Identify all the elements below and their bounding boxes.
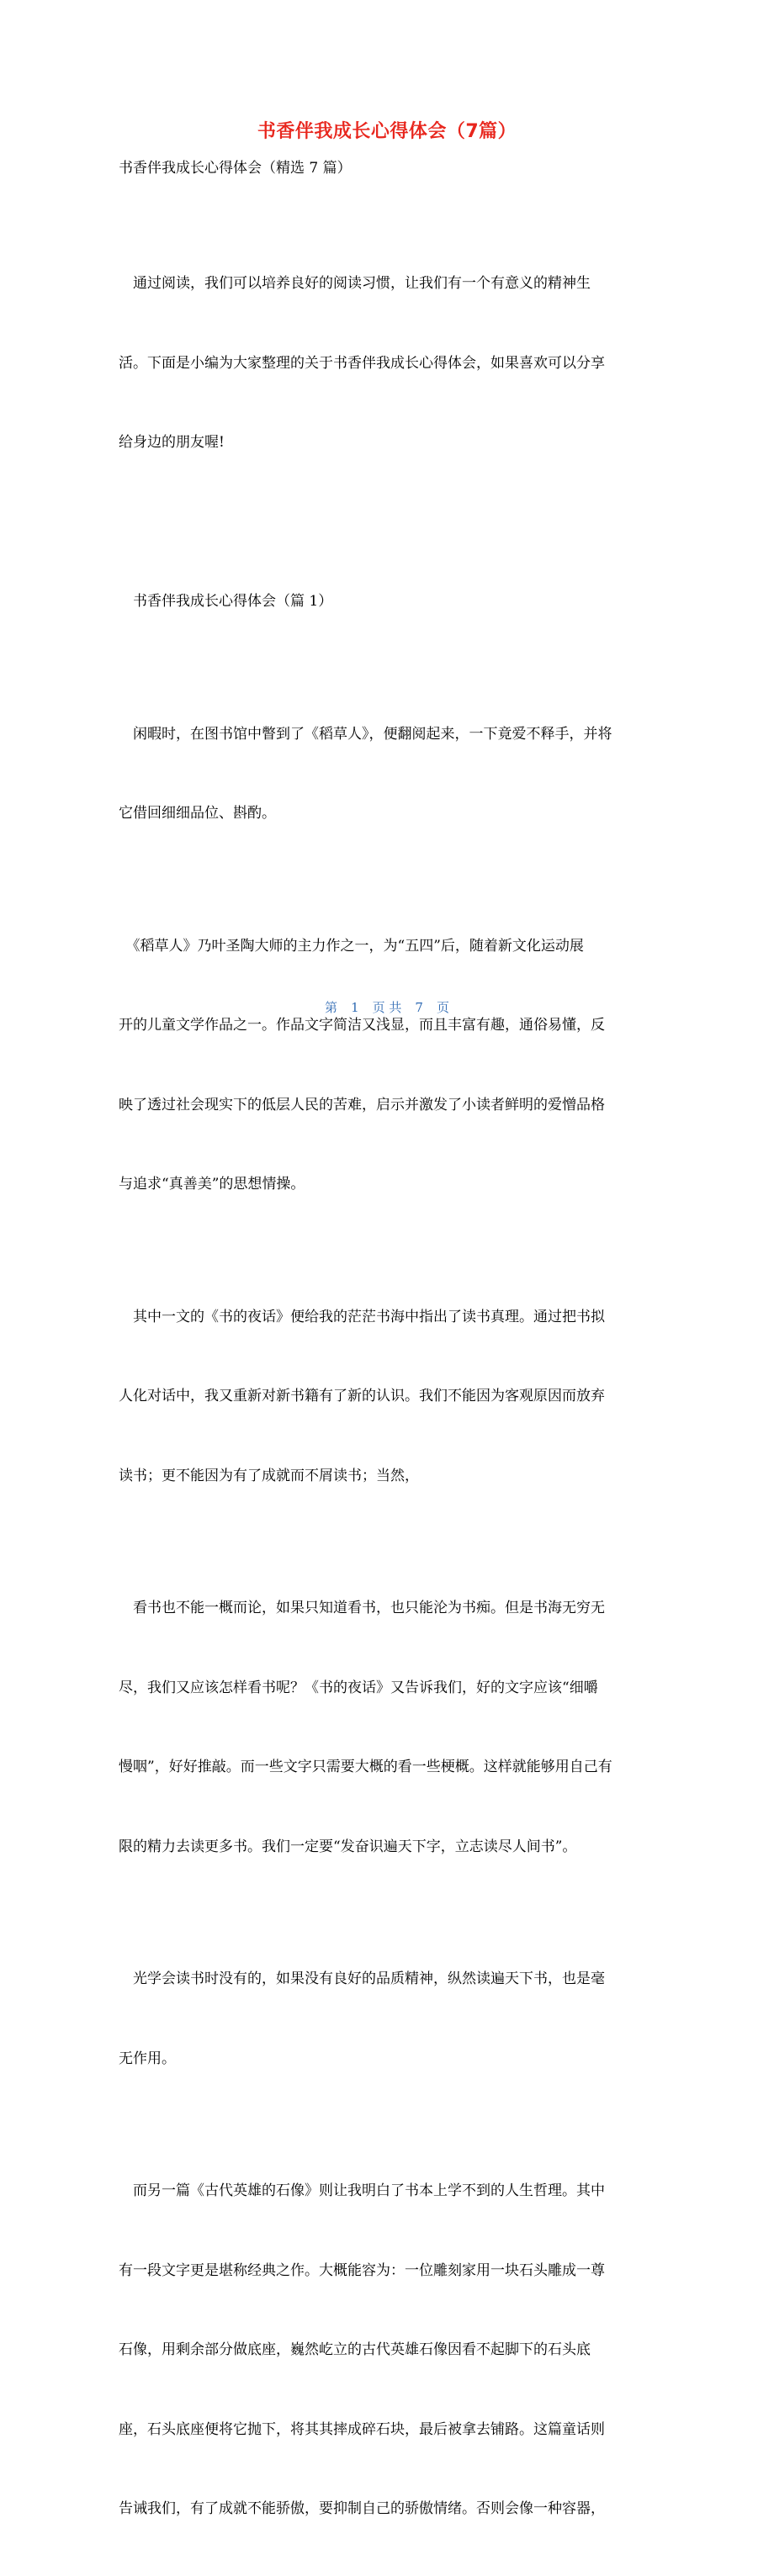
- paragraph-line: 《稻草人》乃叶圣陶大师的主力作之一，为“五四”后，随着新文化运动展: [119, 937, 584, 955]
- paragraph-line: 与追求“真善美”的思想情操。: [119, 1176, 305, 1193]
- paragraph-line: 慢咽”，好好推敲。而一些文字只需要大概的看一些梗概。这样就能够用自己有: [119, 1759, 612, 1775]
- footer-label-ye: 页: [436, 1000, 449, 1015]
- paragraph-line: 石像，用剩余部分做底座，巍然屹立的古代英雄石像因看不起脚下的石头底: [119, 2341, 591, 2358]
- paragraph-line: 看书也不能一概而论，如果只知道看书，也只能沦为书痴。但是书海无穷无: [119, 1600, 605, 1616]
- paragraph-line: 有一段文字更是堪称经典之作。大概能容为：一位雕刻家用一块石头雕成一尊: [119, 2261, 605, 2279]
- page-footer: [0, 998, 774, 1017]
- document-body: [119, 218, 657, 2576]
- body-paragraph: [119, 881, 657, 1251]
- section-heading: [119, 536, 657, 669]
- intro-line: 给身边的朋友喔!: [119, 434, 225, 451]
- paragraph-line: 它借回细细品位、斟酌。: [119, 805, 276, 822]
- paragraph-line: 闲暇时，在图书馆中瞥到了《稻草人》，便翻阅起来，一下竟爱不释手，并将: [119, 725, 612, 743]
- paragraph-line: 光学会读书时没有的，如果没有良好的品质精神，纵然读遍天下书，也是毫: [119, 1970, 605, 1987]
- body-paragraph: [119, 1542, 657, 1913]
- paragraph-line: 限的精力去读更多书。我们一定要“发奋识遍天下字，立志读尽人间书”。: [119, 1838, 577, 1855]
- document-subtitle: 书香伴我成长心得体会（精选 7 篇）: [119, 160, 352, 177]
- body-paragraph: [119, 1913, 657, 2125]
- paragraph-line: 人化对话中，我又重新对新书籍有了新的认识。我们不能因为客观原因而放弃: [119, 1388, 605, 1404]
- section-heading-text: 书香伴我成长心得体会（篇 1）: [119, 593, 333, 610]
- footer-label-di: 第: [325, 1000, 338, 1015]
- body-paragraph: [119, 1251, 657, 1543]
- paragraph-line: 而另一篇《古代英雄的石像》则让我明白了书本上学不到的人生哲理。其中: [119, 2182, 605, 2199]
- intro-paragraph: [119, 218, 657, 510]
- paragraph-line: 无作用。: [119, 2050, 176, 2067]
- paragraph-line: 告诫我们，有了成就不能骄傲，要抑制自己的骄傲情绪。否则会像一种容器，: [119, 2500, 605, 2517]
- footer-label-ye-gong: 页 共: [372, 1000, 402, 1015]
- paragraph-line: 读书；更不能因为有了成就而不屑读书；当然，: [119, 1467, 419, 1484]
- body-paragraph: [119, 669, 657, 881]
- intro-line: 通过阅读，我们可以培养良好的阅读习惯，让我们有一个有意义的精神生: [119, 275, 591, 292]
- paragraph-line: 座，石头底座便将它抛下，将其其摔成碎石块，最后被拿去铺路。这篇童话则: [119, 2420, 605, 2438]
- paragraph-line: 映了透过社会现实下的低层人民的苦难，启示并激发了小读者鲜明的爱憎品格: [119, 1096, 605, 1113]
- paragraph-line: 开的儿童文学作品之一。作品文字简洁又浅显，而且丰富有趣，通俗易懂，反: [119, 1017, 605, 1034]
- footer-page-number: 1: [351, 1000, 359, 1015]
- paragraph-line: 其中一文的《书的夜话》便给我的茫茫书海中指出了读书真理。通过把书拟: [119, 1308, 605, 1325]
- paragraph-line: 尽，我们又应该怎样看书呢？《书的夜话》又告诉我们，好的文字应该“细嚼: [119, 1679, 598, 1696]
- footer-total-pages: 7: [415, 1000, 423, 1015]
- intro-line: 活。下面是小编为大家整理的关于书香伴我成长心得体会，如果喜欢可以分享: [119, 354, 605, 372]
- document-title: 书香伴我成长心得体会（7篇）: [257, 121, 517, 142]
- body-paragraph: [119, 2125, 657, 2576]
- blank-line: [119, 510, 657, 537]
